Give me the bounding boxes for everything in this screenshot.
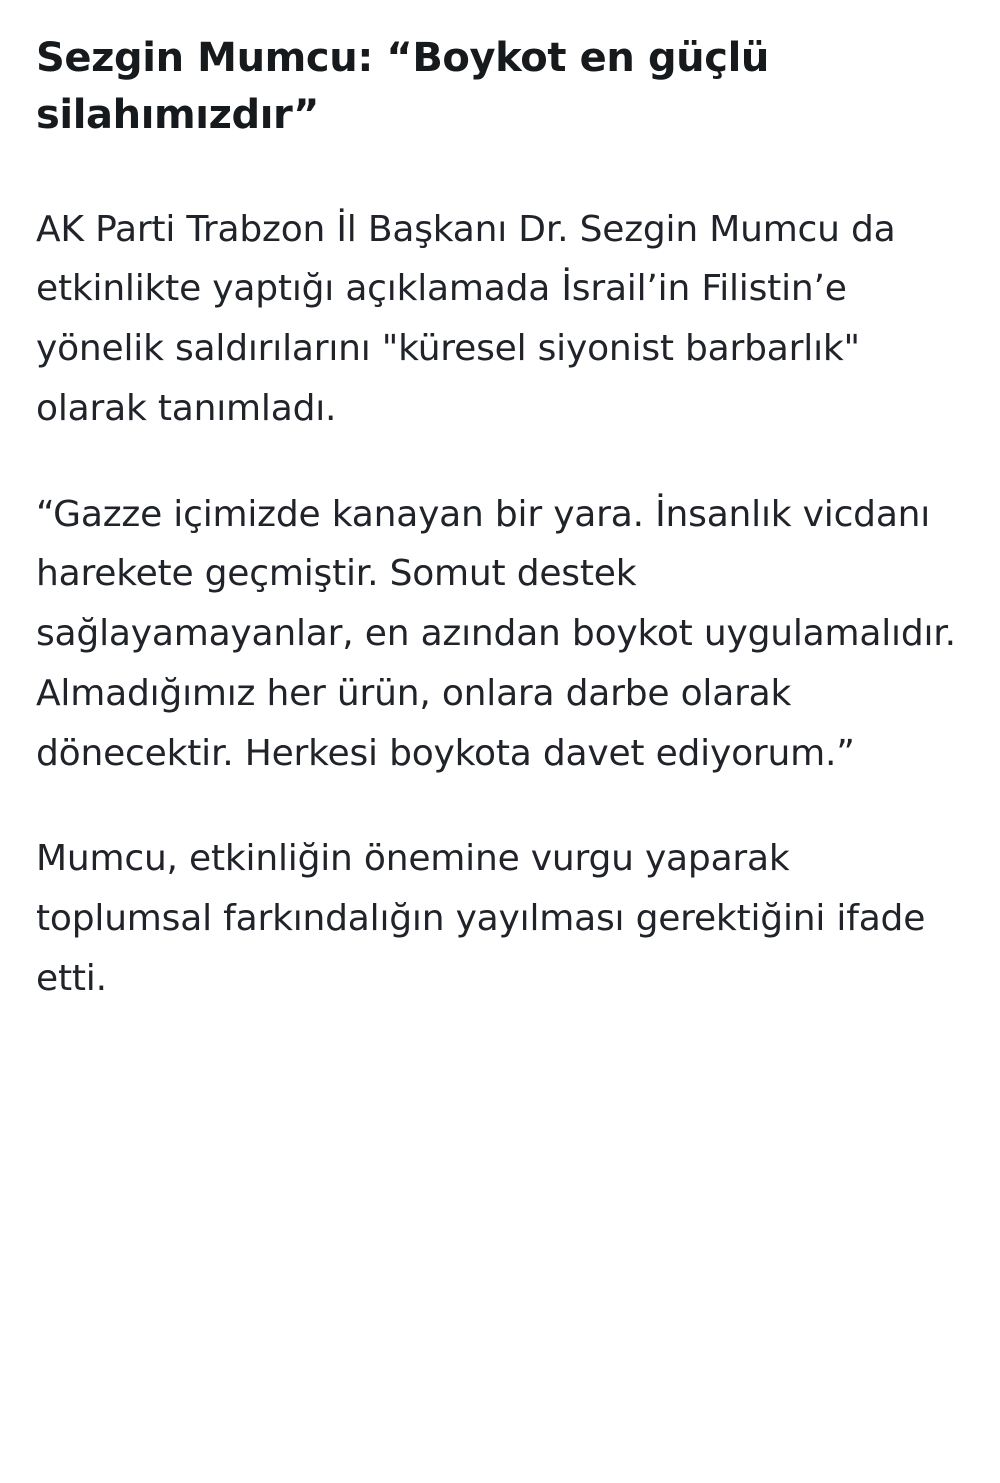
article-paragraph: AK Parti Trabzon İl Başkanı Dr. Sezgin Mumcu da etkinlikte yaptığı açıklamada İsrail’in Filistin’e yönelik saldırılarını "küresel siyonist barbarlık" olarak tanımladı.: [36, 208, 896, 429]
article-paragraph-quote: “Gazze içimizde kanayan bir yara. İnsanlık vicdanı harekete geçmiştir. Somut destek sağlayamayanlar, en azından boykot uygulamalıdır. Almadığımız her ürün, onlara darbe olarak dönecektir. Herkesi boykota davet ediyorum.”: [36, 493, 956, 774]
article-paragraph: Mumcu, etkinliğin önemine vurgu yaparak toplumsal farkındalığın yayılması gerektiğini ifade etti.: [36, 838, 926, 999]
page-title: Sezgin Mumcu: “Boykot en güçlü silahımızdır”: [36, 35, 769, 138]
